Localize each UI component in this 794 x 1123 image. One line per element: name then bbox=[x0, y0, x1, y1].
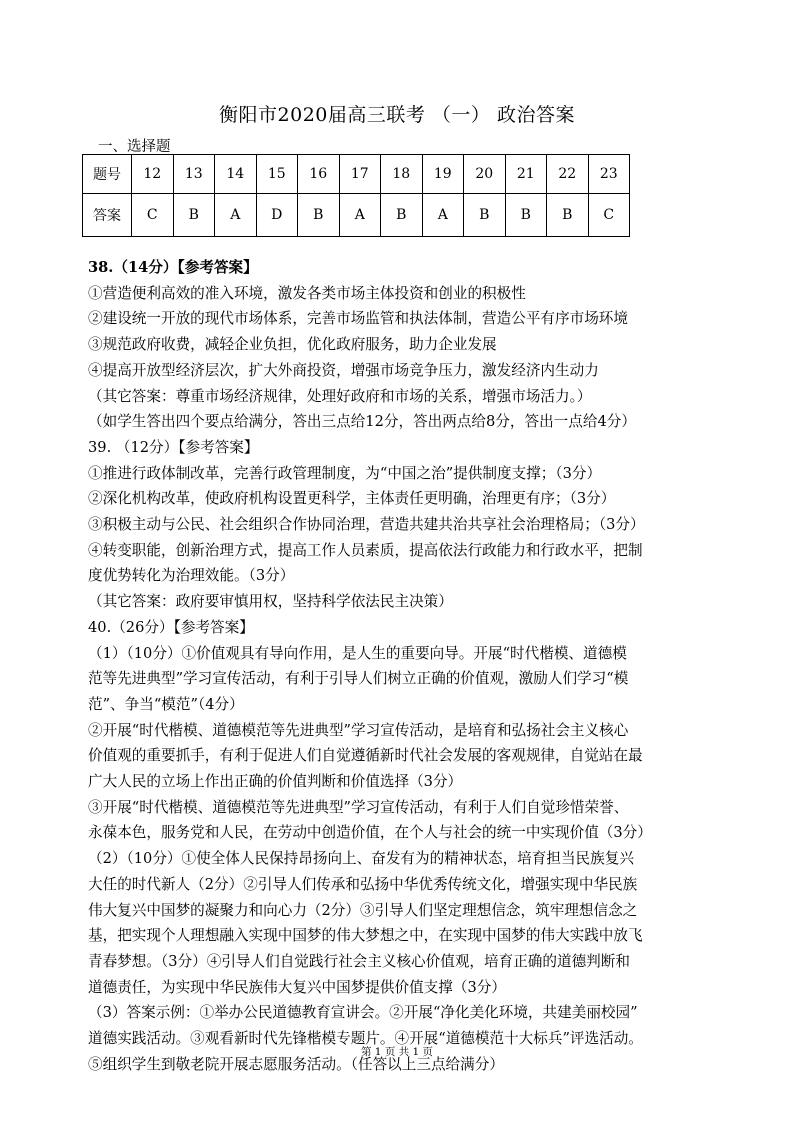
table-header-cell: 答案 bbox=[83, 194, 132, 237]
answer-line: （2）（10分）①使全体人民保持昂扬向上、奋发有为的精神状态，培育担当民族复兴 bbox=[88, 850, 634, 868]
question-number-cell: 21 bbox=[505, 155, 547, 194]
answer-line: 价值观的重要抓手，有利于促进人们自觉遵循新时代社会发展的客观规律，自觉站在最 bbox=[88, 747, 643, 765]
question-number-cell: 16 bbox=[298, 155, 340, 194]
answer-cell: D bbox=[256, 194, 298, 237]
answer-line: （3）答案示例：①举办公民道德教育宣讲会。②开展“净化美化环境，共建美丽校园” bbox=[88, 1004, 638, 1022]
answer-cell: C bbox=[132, 194, 174, 237]
answer-line: 度优势转化为治理效能。（3分） bbox=[88, 567, 295, 585]
answer-cell: B bbox=[464, 194, 506, 237]
page-footer: 第 1 页 共 1 页 bbox=[360, 1046, 434, 1058]
answer-cell: B bbox=[547, 194, 589, 237]
answer-line: 范等先进典型”学习宣传活动，有利于引导人们树立正确的价值观，激励人们学习“模 bbox=[88, 670, 629, 688]
answer-line: 基，把实现个人理想融入实现中国梦的伟大梦想之中，在实现中国梦的伟大实践中放飞 bbox=[88, 927, 643, 945]
answer-cell: B bbox=[298, 194, 340, 237]
answer-line: ②开展“时代楷模、道德模范等先进典型”学习宣传活动，是培育和弘扬社会主义核心 bbox=[88, 721, 629, 739]
answer-line: 永葆本色，服务党和人民，在劳动中创造价值，在个人与社会的统一中实现价值（3分） bbox=[88, 824, 652, 842]
question-number-cell: 19 bbox=[422, 155, 464, 194]
table-header-cell: 题号 bbox=[83, 155, 132, 194]
answer-line: 青春梦想。（3分）④引导人们自觉践行社会主义核心价值观，培育正确的道德判断和 bbox=[88, 952, 630, 970]
answer-line: （其它答案：政府要审慎用权，坚持科学依法民主决策） bbox=[88, 593, 453, 611]
answer-line: ③积极主动与公民、社会组织合作协同治理，营造共建共治共享社会治理格局；（3分） bbox=[88, 516, 645, 534]
answer-line: ③开展“时代楷模、道德模范等先进典型”学习宣传活动，有利于人们自觉珍惜荣誉、 bbox=[88, 798, 629, 816]
question-number-cell: 13 bbox=[173, 155, 215, 194]
answer-cell: A bbox=[215, 194, 257, 237]
answer-line: 范”、争当“模范”（4分） bbox=[88, 695, 244, 713]
question-number-cell: 20 bbox=[464, 155, 506, 194]
question-number-cell: 17 bbox=[339, 155, 381, 194]
answer-line: （如学生答出四个要点给满分，答出三点给12分，答出两点给8分，答出一点给4分） bbox=[88, 413, 636, 431]
question-number-cell: 12 bbox=[132, 155, 174, 194]
answer-line: 道德责任，为实现中华民族伟大复兴中国梦提供价值支撑（3分） bbox=[88, 978, 506, 996]
question-number-cell: 22 bbox=[547, 155, 589, 194]
answer-line: 伟大复兴中国梦的凝聚力和向心力（2分）③引导人们坚定理想信念，筑牢理想信念之 bbox=[88, 901, 638, 919]
question-number-cell: 23 bbox=[588, 155, 630, 194]
answer-cell: A bbox=[339, 194, 381, 237]
question-number-cell: 18 bbox=[381, 155, 423, 194]
answer-cell: B bbox=[173, 194, 215, 237]
answer-cell: B bbox=[381, 194, 423, 237]
answer-line: 广大人民的立场上作出正确的价值判断和价值选择（3分） bbox=[88, 773, 463, 791]
answer-table bbox=[82, 154, 630, 237]
answer-line: ①营造便利高效的准入环境，激发各类市场主体投资和创业的积极性 bbox=[88, 284, 526, 302]
answer-line: 大任的时代新人（2分）②引导人们传承和弘扬中华优秀传统文化，增强实现中华民族 bbox=[88, 875, 638, 893]
answer-cell: C bbox=[588, 194, 630, 237]
answer-line: ①推进行政体制改革，完善行政管理制度，为“中国之治”提供制度支撑；（3分） bbox=[88, 464, 602, 482]
answer-line: （1）（10分）①价值观具有导向作用，是人生的重要向导。开展“时代楷模、道德模 bbox=[88, 644, 627, 662]
answer-line: （其它答案：尊重市场经济规律，处理好政府和市场的关系，增强市场活力。） bbox=[88, 387, 592, 405]
answer-line: ④提高开放型经济层次，扩大外商投资，增强市场竞争压力，激发经济内生动力 bbox=[88, 361, 599, 379]
answer-body bbox=[88, 255, 718, 1078]
answer-line: ②建设统一开放的现代市场体系，完善市场监管和执法体制，营造公平有序市场环境 bbox=[88, 310, 628, 328]
question-number-cell: 14 bbox=[215, 155, 257, 194]
section-heading-choice: 一、选择题 bbox=[98, 139, 171, 155]
table-row-numbers bbox=[83, 155, 630, 194]
answer-cell: B bbox=[505, 194, 547, 237]
question-number-cell: 15 bbox=[256, 155, 298, 194]
answer-line: ②深化机构改革，使政府机构设置更科学，主体责任更明确，治理更有序；（3分） bbox=[88, 490, 616, 508]
table-row-answers bbox=[83, 194, 630, 237]
page-title: 衡阳市2020届高三联考 （一） 政治答案 bbox=[219, 104, 575, 126]
answer-line: ③规范政府收费，减轻企业负担，优化政府服务，助力企业发展 bbox=[88, 336, 497, 354]
question-38-heading: 38.（14分）【参考答案】 bbox=[88, 259, 258, 276]
answer-cell: A bbox=[422, 194, 464, 237]
question-40-heading: 40.（26分）【参考答案】 bbox=[88, 618, 254, 636]
answer-line: 道德实践活动。③观看新时代先锋楷模专题片。④开展“道德模范十大标兵”评选活动。 bbox=[88, 1030, 643, 1048]
answer-line: ⑤组织学生到敬老院开展志愿服务活动。（任答以上三点给满分） bbox=[88, 1055, 504, 1073]
question-39-heading: 39. （12分）【参考答案】 bbox=[88, 438, 259, 456]
answer-line: ④转变职能，创新治理方式，提高工作人员素质，提高依法行政能力和行政水平，把制 bbox=[88, 541, 643, 559]
